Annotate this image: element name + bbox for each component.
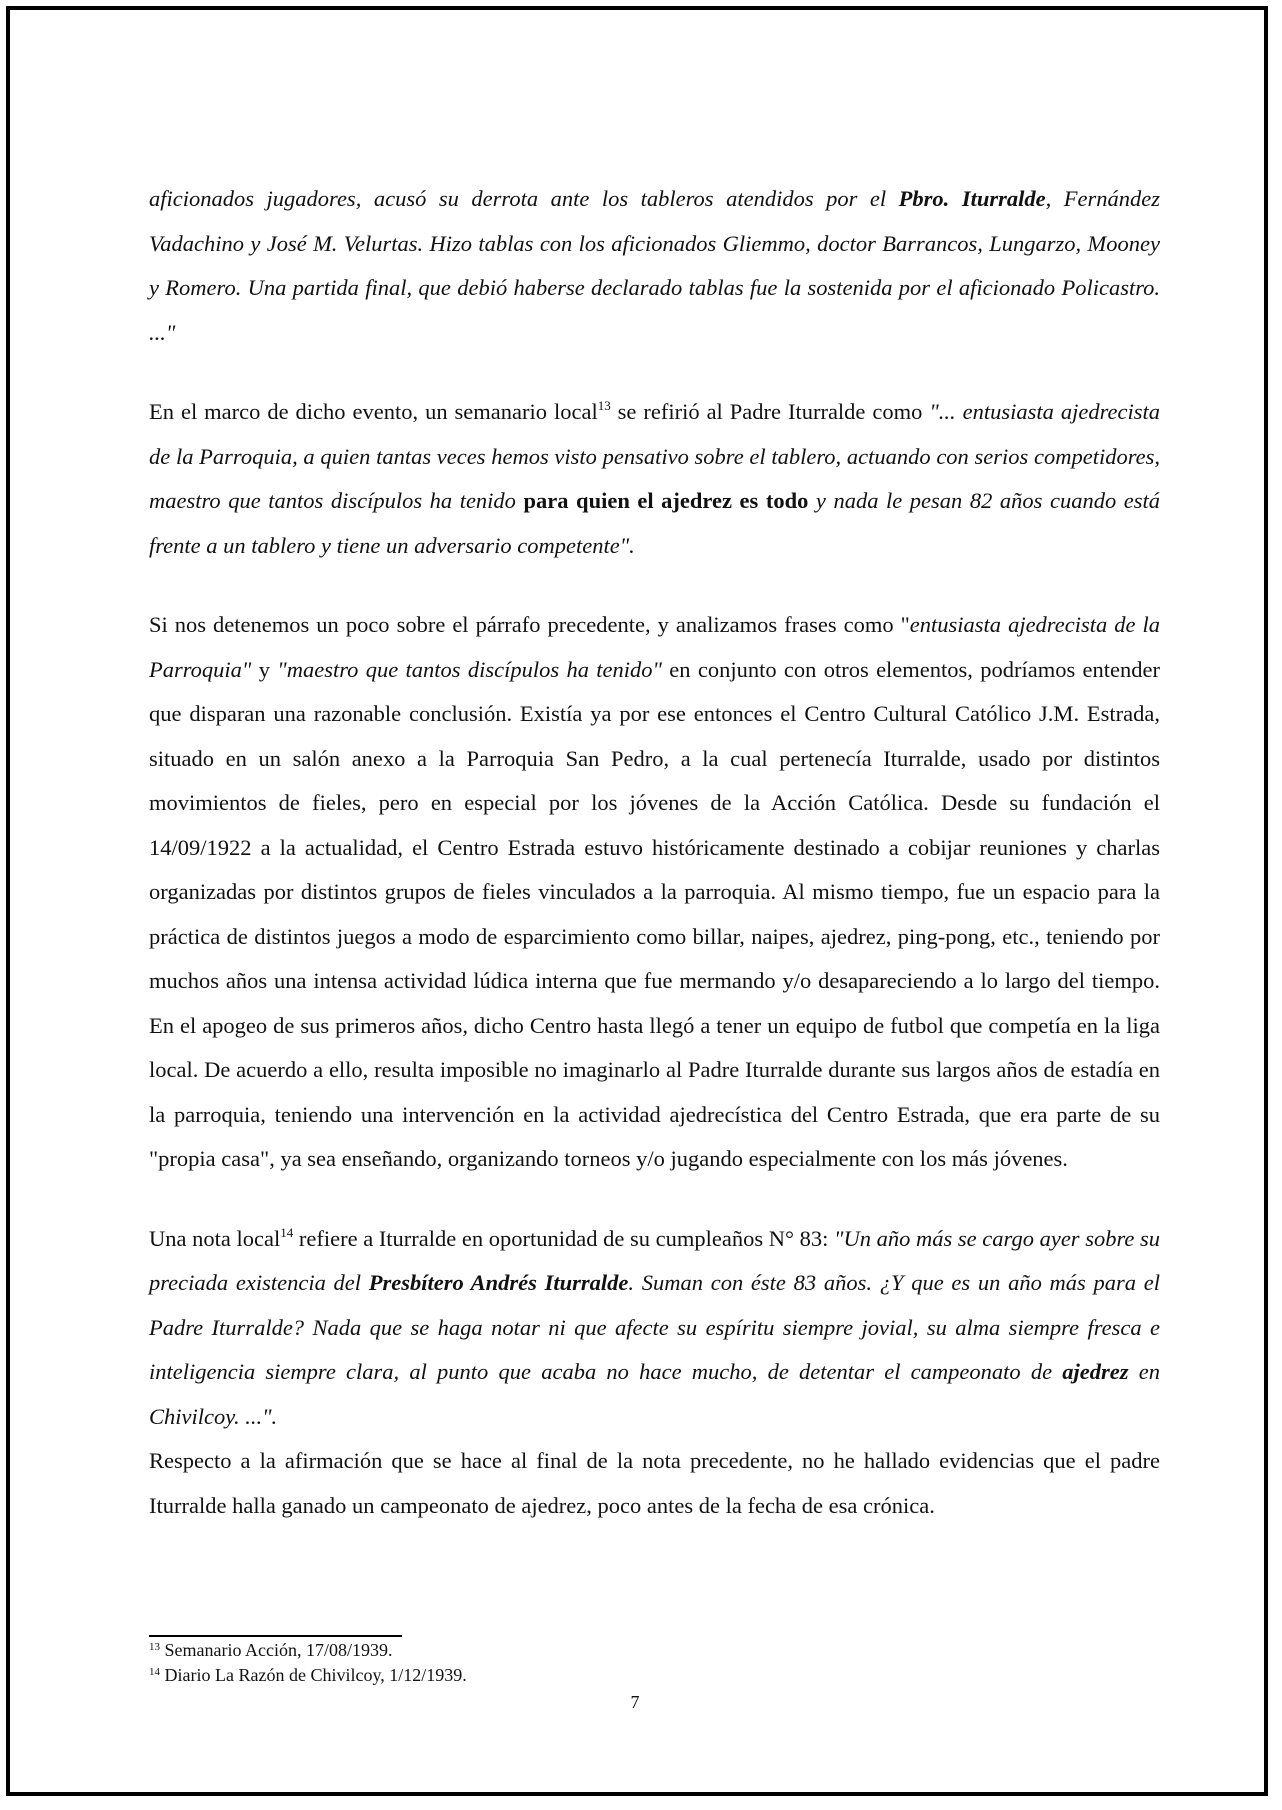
text-run: en conjunto con otros elementos, podríamos entender que disparan una razonable conclusión. Existía ya por ese entonces el Centro Cultural Católico J.M. Estrada, situado en un salón anexo a la Parroquia San Pedro, a la cual pertenecía Iturralde, usado por distintos movimientos de fieles, pero en especial por los jóvenes de la Acción Católica. Desde su fundación el 14/09/1922 a la actualidad, el Centro Estrada estuvo históricamente destinado a cobijar reuniones y charlas organizadas por distintos grupos de fieles vinculados a la parroquia. Al mismo tiempo, fue un espacio para la práctica de distintos juegos a modo de esparcimiento como billar, naipes, ajedrez, ping-pong, etc., teniendo por muchos años una intensa actividad lúdica interna que fue mermando y/o desapareciendo a lo largo del tiempo. En el apogeo de sus primeros años, dicho Centro hasta llegó a tener un equipo de futbol que competía en la liga local. De acuerdo a ello, resulta imposible no imaginarlo al Padre Iturralde durante sus largos años de estadía en la parroquia, teniendo una intervención en la actividad ajedrecística del Centro Estrada, que era parte de su "propia casa", ya sea enseñando, organizando torneos y/o jugando especialmente con los más jóvenes. [149, 656, 1161, 1171]
text-run: refiere a Iturralde en oportunidad de su cumpleaños N° 83: [293, 1225, 835, 1251]
text-run: Pbro. Iturralde [898, 186, 1046, 211]
footnote-14 [149, 1663, 849, 1688]
text-run: y [251, 656, 278, 682]
footnote-text: Diario La Razón de Chivilcoy, 1/12/1939. [160, 1665, 467, 1685]
text-run: "maestro que tantos discípulos ha tenido" [277, 656, 662, 682]
text-run: se refirió al Padre Iturralde como [610, 399, 930, 424]
text-run: y nada le pesan 82 años cuando está frente a un tablero y tiene un adversario competente". [149, 488, 1160, 558]
body-text [149, 177, 1160, 1528]
text-run: aficionados jugadores, acusó su derrota ante los tableros atendidos por el [149, 186, 899, 211]
text-run: Una nota local [149, 1225, 281, 1251]
text-run: "Un año más se cargo ayer sobre su preciada existencia del [149, 1225, 1161, 1295]
text-run: En el marco de dicho evento, un semanario local [149, 399, 598, 424]
paragraph-3 [149, 603, 1160, 1182]
text-run: Presbítero Andrés Iturralde [368, 1270, 629, 1295]
footnote-text: Semanario Acción, 17/08/1939. [160, 1640, 393, 1660]
footnote-13 [149, 1638, 849, 1663]
footnote-mark: 14 [149, 1666, 160, 1678]
footnote-ref-13: 13 [597, 398, 611, 413]
document-page [6, 6, 1268, 1796]
paragraph-1 [149, 177, 1160, 355]
footnote-mark: 13 [149, 1641, 160, 1653]
paragraph-4 [149, 1217, 1160, 1440]
text-run: . Suman con éste 83 años. ¿Y que es un año más para el Padre Iturralde? Nada que se haga notar ni que afecte su espíritu siempre jovial, su alma siempre fresca e inteligencia siempre clara, al punto que acaba no hace mucho, de detentar el campeonato de [149, 1270, 1160, 1384]
footnote-ref-14: 14 [280, 1224, 294, 1240]
text-run: ajedrez [1062, 1359, 1129, 1384]
text-run: Respecto a la afirmación que se hace al final de la nota precedente, no he hallado evidencias que el padre Iturralde halla ganado un campeonato de ajedrez, poco antes de la fecha de esa crónica. [149, 1448, 1160, 1518]
text-run-bold [899, 186, 1046, 211]
footnotes [149, 1638, 849, 1688]
footnote-separator [149, 1635, 402, 1637]
page-number: 7 [630, 1692, 640, 1712]
paragraph-2 [149, 390, 1160, 568]
text-run-bold [1062, 1359, 1128, 1384]
text-run: "... entusiasta ajedrecista de la Parroquia, a quien tantas veces hemos visto pensativo sobre el tablero, actuando con serios competidores, maestro que tantos discípulos ha tenido [149, 399, 1160, 513]
text-run-bold: para quien el ajedrez es todo [523, 488, 809, 513]
text-run: entusiasta ajedrecista de la Parroquia" [149, 612, 1160, 682]
text-run-bold [369, 1270, 629, 1295]
text-run: en Chivilcoy. ...". [149, 1359, 1160, 1429]
text-run: Si nos detenemos un poco sobre el párrafo precedente, y analizamos frases como " [149, 612, 910, 637]
paragraph-5 [149, 1439, 1160, 1528]
text-run: , Fernández Vadachino y José M. Velurtas. Hizo tablas con los aficionados Gliemmo, doctor Barrancos, Lungarzo, Mooney y Romero. Una partida final, que debió haberse declarado tablas fue la sostenida por el aficionado Policastro. ..." [149, 186, 1160, 345]
